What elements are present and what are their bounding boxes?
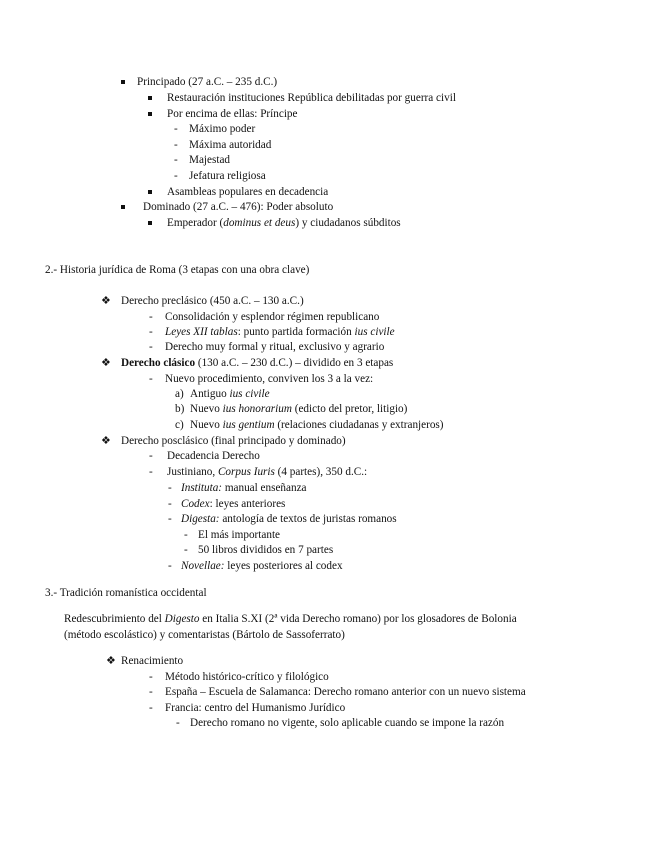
- dash-bullet-icon: -: [174, 123, 178, 135]
- dash-bullet-icon: -: [176, 717, 180, 729]
- corpus-part: Novellae: leyes posteriores al codex: [181, 560, 343, 572]
- square-bullet-icon: [148, 112, 152, 116]
- dash-bullet-icon: -: [168, 560, 172, 572]
- posclasico-item: Decadencia Derecho: [167, 450, 260, 462]
- digesta-subitem: El más importante: [198, 529, 281, 541]
- principe-subitem: Jefatura religiosa: [189, 170, 266, 182]
- principado-title: Principado (27 a.C. – 235 d.C.): [137, 76, 278, 88]
- posclasico-title: Derecho posclásico (final principado y dominado): [121, 435, 346, 447]
- diamond-bullet-icon: ❖: [101, 357, 112, 369]
- dash-bullet-icon: -: [149, 450, 153, 462]
- posclasico-item: Justiniano, Corpus Iuris (4 partes), 350 d.C.:: [167, 466, 368, 478]
- corpus-part: Instituta: manual enseñanza: [181, 482, 307, 494]
- digesta-subitem: 50 libros divididos en 7 partes: [198, 544, 334, 556]
- principe-subitem: Majestad: [189, 154, 231, 166]
- dash-bullet-icon: -: [149, 373, 153, 385]
- square-bullet-icon: [148, 190, 152, 194]
- dash-bullet-icon: -: [174, 170, 178, 182]
- square-bullet-icon: [121, 80, 125, 84]
- dash-bullet-icon: -: [184, 529, 188, 541]
- dash-bullet-icon: -: [184, 544, 188, 556]
- preclasico-item: Consolidación y esplendor régimen republicano: [165, 311, 380, 323]
- clasico-subitem: Antiguo ius civile: [190, 388, 270, 400]
- square-bullet-icon: [121, 205, 125, 209]
- clasico-item: Nuevo procedimiento, conviven los 3 a la vez:: [165, 373, 374, 385]
- dash-bullet-icon: -: [149, 671, 153, 683]
- preclasico-item: Derecho muy formal y ritual, exclusivo y agrario: [165, 341, 385, 353]
- dominado-title: Dominado (27 a.C. – 476): Poder absoluto: [143, 201, 334, 213]
- corpus-part: Codex: leyes anteriores: [181, 498, 286, 510]
- dominado-item: Emperador (dominus et deus) y ciudadanos súbditos: [167, 217, 401, 229]
- principe-subitem: Máxima autoridad: [189, 139, 272, 151]
- diamond-bullet-icon: ❖: [106, 655, 117, 667]
- renacimiento-item: Francia: centro del Humanismo Jurídico: [165, 702, 346, 714]
- list-marker-c: c): [175, 419, 184, 431]
- dash-bullet-icon: -: [168, 482, 172, 494]
- principado-item: Asambleas populares en decadencia: [167, 186, 329, 198]
- section-3-heading: 3.- Tradición romanística occidental: [45, 587, 207, 599]
- list-marker-b: b): [175, 403, 185, 415]
- corpus-part: Digesta: antología de textos de juristas romanos: [181, 513, 397, 525]
- renacimiento-item: Método histórico-crítico y filológico: [165, 671, 329, 683]
- dash-bullet-icon: -: [168, 513, 172, 525]
- clasico-subitem: Nuevo ius gentium (relaciones ciudadanas y extranjeros): [190, 419, 444, 431]
- section-3-paragraph-line2: (método escolástico) y comentaristas (Bártolo de Sassoferrato): [64, 629, 345, 641]
- square-bullet-icon: [148, 96, 152, 100]
- section-2-heading: 2.- Historia jurídica de Roma (3 etapas con una obra clave): [45, 264, 310, 276]
- dash-bullet-icon: -: [149, 326, 153, 338]
- dash-bullet-icon: -: [149, 341, 153, 353]
- dash-bullet-icon: -: [174, 139, 178, 151]
- principado-item: Por encima de ellas: Príncipe: [167, 108, 298, 120]
- dash-bullet-icon: -: [174, 154, 178, 166]
- list-marker-a: a): [175, 388, 184, 400]
- dash-bullet-icon: -: [149, 311, 153, 323]
- preclasico-item: Leyes XII tablas: punto partida formación ius civile: [165, 326, 395, 338]
- humanismo-subitem: Derecho romano no vigente, solo aplicable cuando se impone la razón: [190, 717, 505, 729]
- clasico-title: Derecho clásico (130 a.C. – 230 d.C.) – dividido en 3 etapas: [121, 357, 394, 369]
- preclasico-title: Derecho preclásico (450 a.C. – 130 a.C.): [121, 295, 304, 307]
- diamond-bullet-icon: ❖: [101, 435, 112, 447]
- renacimiento-item: España – Escuela de Salamanca: Derecho romano anterior con un nuevo sistema: [165, 686, 526, 698]
- dash-bullet-icon: -: [149, 466, 153, 478]
- renacimiento-title: Renacimiento: [121, 655, 184, 667]
- dash-bullet-icon: -: [149, 702, 153, 714]
- diamond-bullet-icon: ❖: [101, 295, 112, 307]
- dash-bullet-icon: -: [168, 498, 172, 510]
- clasico-subitem: Nuevo ius honorarium (edicto del pretor, litigio): [190, 403, 408, 415]
- square-bullet-icon: [148, 221, 152, 225]
- section-3-paragraph: Redescubrimiento del Digesto en Italia S.XI (2ª vida Derecho romano) por los glosadores de Bolonia: [64, 613, 517, 625]
- principado-item: Restauración instituciones República debilitadas por guerra civil: [167, 92, 456, 104]
- dash-bullet-icon: -: [149, 686, 153, 698]
- principe-subitem: Máximo poder: [189, 123, 256, 135]
